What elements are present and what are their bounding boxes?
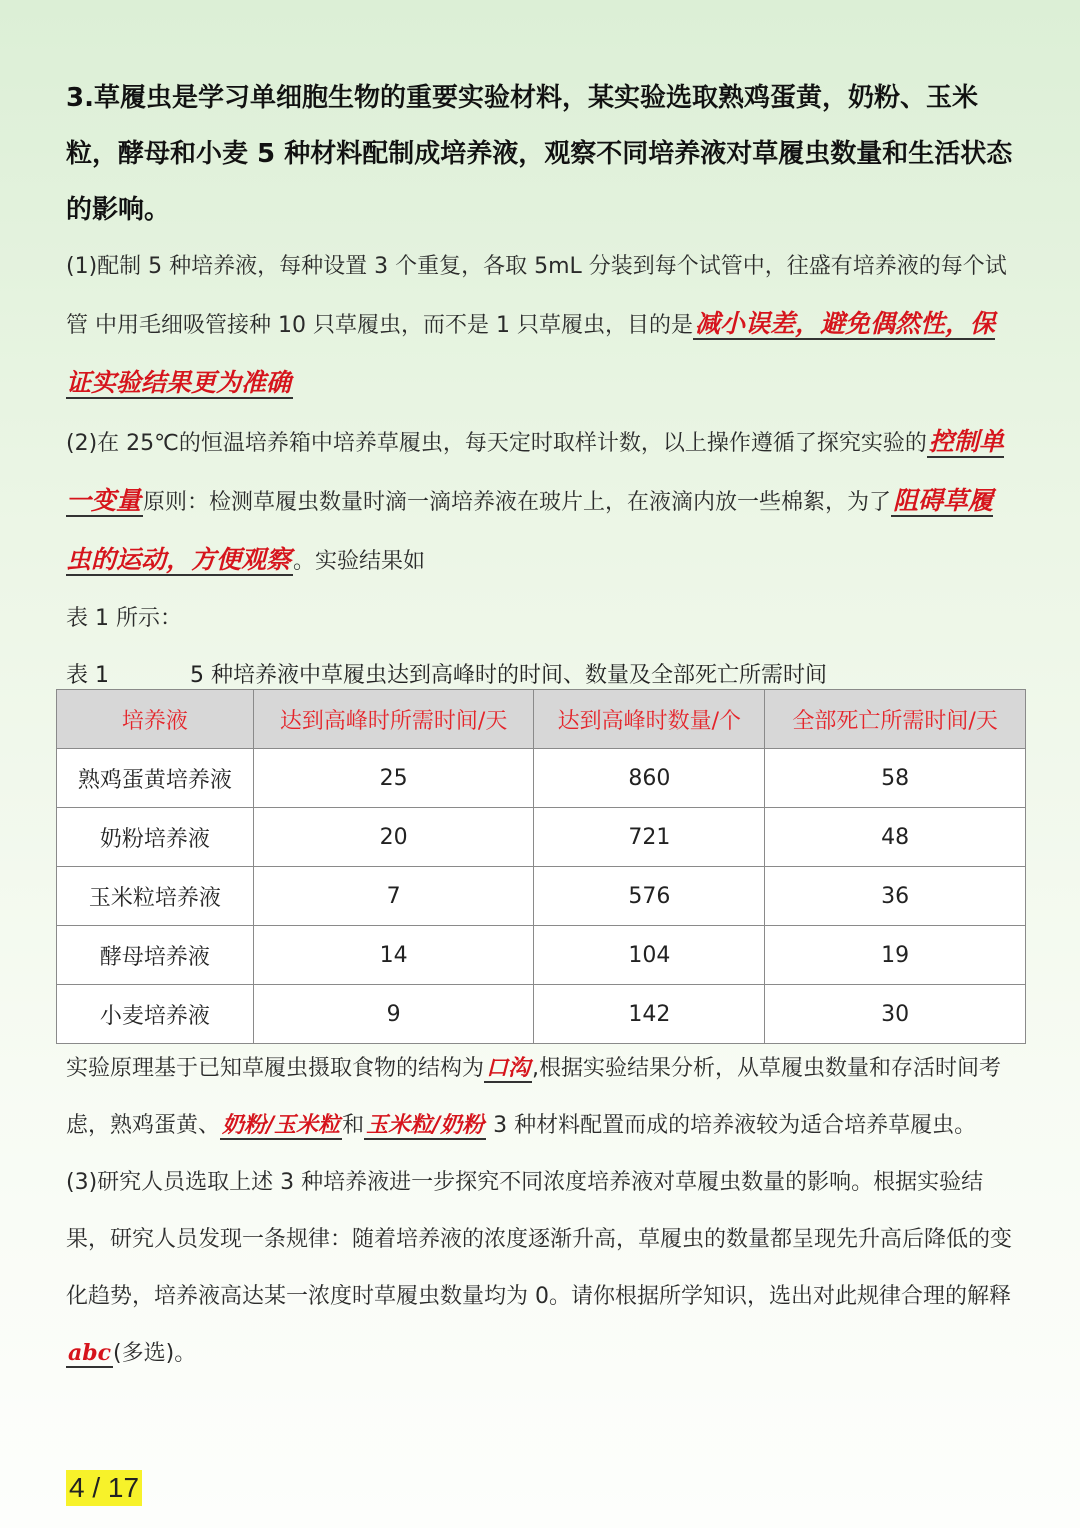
table-cell: 玉米粒培养液 (57, 867, 254, 926)
table-cell: 104 (534, 926, 765, 985)
answer-mouth-groove: 口沟 (486, 1055, 531, 1081)
analysis-text-a: 实验原理基于已知草履虫摄取食物的结构为 (66, 1056, 485, 1081)
part-2-text-a: (2)在 25℃的恒温培养箱中培养草履虫，每天定时取样计数，以上操作遵循了探究实验的 (66, 431, 927, 456)
analysis-block (66, 1040, 1016, 1382)
table-row (57, 985, 1026, 1044)
answer-material-1: 奶粉/玉米粒 (222, 1112, 341, 1138)
question-block (66, 70, 1016, 704)
table-cell: 36 (765, 867, 1026, 926)
analysis-text-b: ,根据实验结果分析，从草履虫数量和存活时间考虑，熟鸡蛋黄、 (66, 1056, 1002, 1138)
table-header-row (57, 690, 1026, 749)
table-row (57, 808, 1026, 867)
table-cell: 58 (765, 749, 1026, 808)
table-cell: 30 (765, 985, 1026, 1044)
table-cell: 熟鸡蛋黄培养液 (57, 749, 254, 808)
table-cell: 20 (253, 808, 534, 867)
answer-material-2: 玉米粒/奶粉 (366, 1112, 485, 1138)
table-cell: 14 (253, 926, 534, 985)
table-header: 达到高峰时数量/个 (534, 690, 765, 749)
part-3 (66, 1154, 1016, 1382)
table-cell: 小麦培养液 (57, 985, 254, 1044)
table-row (57, 926, 1026, 985)
table-cell: 721 (534, 808, 765, 867)
part-2 (66, 413, 1016, 590)
table-cell: 576 (534, 867, 765, 926)
answer-2a: 控制单一变量 (66, 427, 1004, 515)
table-cell: 9 (253, 985, 534, 1044)
analysis-paragraph (66, 1040, 1016, 1154)
part-3-tail: (多选)。 (113, 1341, 197, 1366)
table-row (57, 749, 1026, 808)
answer-1: 减小误差，避免偶然性，保证实验结果更为准确 (66, 309, 995, 397)
table-cell: 25 (253, 749, 534, 808)
table-caption-text: 5 种培养液中草履虫达到高峰时的时间、数量及全部死亡所需时间 (190, 663, 827, 688)
table-header: 培养液 (57, 690, 254, 749)
analysis-text-c: 和 (342, 1113, 365, 1138)
answer-3: abc (68, 1340, 112, 1366)
table-row (57, 867, 1026, 926)
part-2-text-c: 。实验结果如 (293, 549, 426, 574)
question-title: 3.草履虫是学习单细胞生物的重要实验材料，某实验选取熟鸡蛋黄，奶粉、玉米粒，酵母和小麦 5 种材料配制成培养液，观察不同培养液对草履虫数量和生活状态的影响。 (66, 83, 1013, 225)
part-3-text: (3)研究人员选取上述 3 种培养液进一步探究不同浓度培养液对草履虫数量的影响。根据实验结果，研究人员发现一条规律：随着培养液的浓度逐渐升高，草履虫的数量都呈现先升高后降低的变化趋势，培养液高达某一浓度时草履虫数量均为 0。请你根据所学知识，选出对此规律合理的解释 (66, 1170, 1013, 1309)
part-1-text: (1)配制 5 种培养液，每种设置 3 个重复，各取 5mL 分装到每个试管中，往盛有培养液的每个试管 中用毛细吸管接种 10 只草履虫，而不是 1 只草履虫，目的是 (66, 254, 1007, 338)
table-cell: 酵母培养液 (57, 926, 254, 985)
table-label: 表 1 (66, 663, 109, 688)
answer-2b: 阻碍草履虫的运动，方便观察 (66, 486, 994, 574)
analysis-text-d: 3 种材料配置而成的培养液较为适合培养草履虫。 (486, 1113, 977, 1138)
table-header: 全部死亡所需时间/天 (765, 690, 1026, 749)
table-header: 达到高峰时所需时间/天 (253, 690, 534, 749)
part-1 (66, 238, 1016, 413)
page-number-badge: 4 / 17 (66, 1470, 142, 1506)
part-2-text-b: 原则：检测草履虫数量时滴一滴培养液在玻片上，在液滴内放一些棉絮，为了 (143, 490, 892, 515)
table-cell: 142 (534, 985, 765, 1044)
table-cell: 48 (765, 808, 1026, 867)
table-cell: 860 (534, 749, 765, 808)
table-cell: 7 (253, 867, 534, 926)
table-cell: 19 (765, 926, 1026, 985)
part-2-text-d: 表 1 所示： (66, 606, 182, 631)
results-table (56, 689, 1026, 1044)
table-cell: 奶粉培养液 (57, 808, 254, 867)
